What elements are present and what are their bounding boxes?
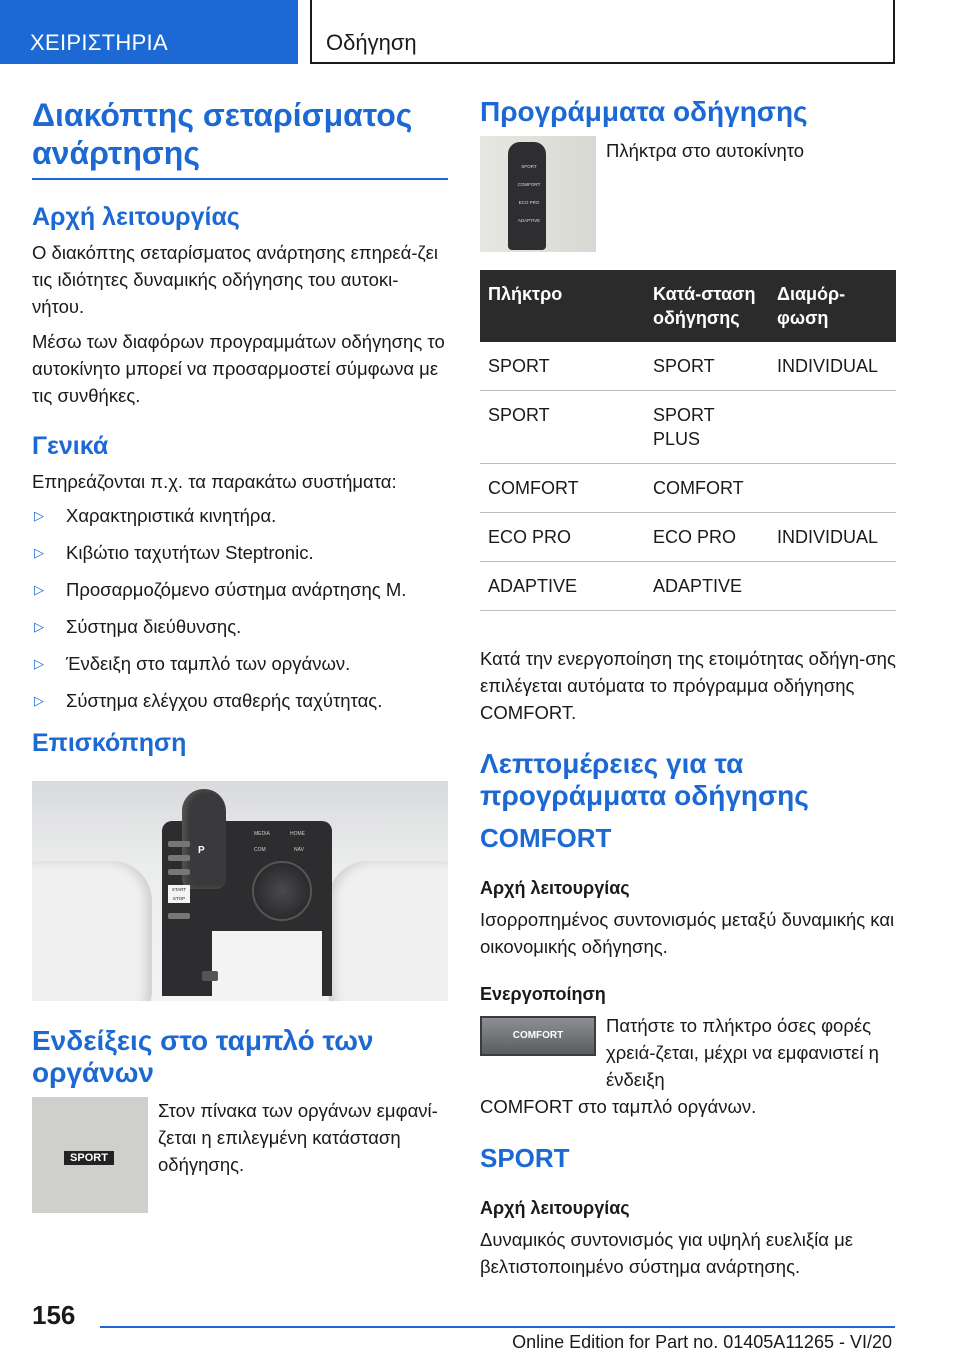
table-row [480, 391, 896, 464]
nav-label: NAV [294, 847, 304, 853]
triangle-bullet-icon: ▷ [34, 656, 44, 671]
table-cell: INDIVIDUAL [769, 513, 896, 562]
chapter-tab: Οδήγηση [310, 0, 895, 64]
activation-note: Κατά την ενεργοποίηση της ετοιμότητας οδήγη-σης επιλέγεται αυτόματα το πρόγραμμα οδήγησης COMFORT. [480, 648, 896, 723]
indications-heading: Ενδείξεις στο ταμπλό των οργάνων [32, 1025, 374, 1088]
programs-heading: Προγράμματα οδήγησης [480, 96, 808, 127]
details-heading: Λεπτομέρειες για τα προγράμματα οδήγησης [480, 748, 809, 811]
media-label: MEDIA [254, 831, 270, 837]
console-button [168, 913, 190, 919]
adaptive-button-label: ADAPTIVE [517, 218, 541, 223]
lever-p-label: P [198, 845, 205, 856]
overview-heading: Επισκόπηση [32, 729, 187, 757]
table-cell [769, 464, 896, 513]
triangle-bullet-icon: ▷ [34, 619, 44, 634]
sport-mode-badge: SPORT [64, 1151, 114, 1165]
list-item: ▷ Σύστημα ελέγχου σταθερής ταχύτητας. [32, 688, 448, 714]
table-cell: ADAPTIVE [645, 562, 769, 611]
triangle-bullet-icon: ▷ [34, 545, 44, 560]
instrument-cluster-image [32, 1097, 148, 1213]
left-seat [32, 861, 152, 1001]
table-row [480, 513, 896, 562]
table-cell: ADAPTIVE [480, 562, 645, 611]
button-strip [508, 142, 546, 250]
sport-principle-heading: Αρχή λειτουργίας [480, 1198, 630, 1218]
start-stop-button: START STOP [168, 885, 190, 903]
idrive-controller-knob [252, 861, 312, 921]
triangle-bullet-icon: ▷ [34, 693, 44, 708]
list-item: ▷ Χαρακτηριστικά κινητήρα. [32, 503, 448, 529]
principle-paragraph-1: Ο διακόπτης σεταρίσματος ανάρτησης επηρεά-ζει τις ιδιότητες δυναμικής οδήγησης του αυτοκι-νήτου. [32, 242, 439, 317]
footer-divider [100, 1326, 895, 1328]
driving-buttons-block [480, 136, 896, 256]
comfort-button-image: COMFORT [480, 1016, 596, 1056]
triangle-bullet-icon: ▷ [34, 508, 44, 523]
table-cell: SPORT [480, 342, 645, 391]
activation-text-continued: COMFORT στο ταμπλό οργάνων. [480, 1096, 757, 1117]
console-button [168, 841, 190, 847]
left-column [32, 96, 448, 1217]
systems-list [32, 503, 448, 714]
table-row [480, 562, 896, 611]
comfort-button-label: COMFORT [517, 182, 541, 187]
triangle-bullet-icon: ▷ [34, 582, 44, 597]
list-item: ▷ Προσαρμοζόμενο σύστημα ανάρτησης M. [32, 577, 448, 603]
page-title: Διακόπτης σεταρίσματος ανάρτησης [32, 96, 448, 180]
section-tab: ΧΕΙΡΙΣΤΗΡΙΑ [0, 0, 298, 64]
center-console-image [32, 781, 448, 1001]
table-row [480, 464, 896, 513]
com-label: COM [254, 847, 266, 853]
table-cell: INDIVIDUAL [769, 342, 896, 391]
general-heading: Γενικά [32, 432, 109, 460]
table-row [480, 342, 896, 391]
list-item: ▷ Ένδειξη στο ταμπλό των οργάνων. [32, 651, 448, 677]
indications-text: Στον πίνακα των οργάνων εμφανί-ζεται η επιλεγμένη κατάσταση οδήγησης. [158, 1100, 438, 1175]
eco-pro-button-label: ECO PRO [518, 200, 540, 205]
list-item: ▷ Σύστημα διεύθυνσης. [32, 614, 448, 640]
activation-heading: Ενεργοποίηση [480, 984, 606, 1004]
table-cell: ECO PRO [645, 513, 769, 562]
table-cell: SPORT PLUS [645, 391, 769, 464]
table-cell [769, 391, 896, 464]
list-item: ▷ Κιβώτιο ταχυτήτων Steptronic. [32, 540, 448, 566]
table-cell [769, 562, 896, 611]
table-cell: ECO PRO [480, 513, 645, 562]
right-column [480, 96, 896, 1288]
column-header: Διαμόρ-φωση [769, 270, 896, 342]
general-intro: Επηρεάζονται π.χ. τα παρακάτω συστήματα: [32, 471, 397, 492]
sport-button-label: SPORT [521, 164, 537, 169]
console-button [168, 869, 190, 875]
activation-text: Πατήστε το πλήκτρο όσες φορές χρειά-ζεται, μέχρι να εμφανιστεί η ένδειξη [606, 1015, 879, 1090]
driving-programs-table [480, 270, 896, 611]
indications-block [32, 1097, 448, 1217]
buttons-caption: Πλήκτρα στο αυτοκίνητο [606, 140, 805, 161]
table-cell: SPORT [480, 391, 645, 464]
table-cell: COMFORT [480, 464, 645, 513]
principle-paragraph-2: Μέσω των διαφόρων προγραμμάτων οδήγησης το αυτοκίνητο μπορεί να προσαρμοστεί σύμφωνα με τις συνθήκες. [32, 331, 445, 406]
table-cell: SPORT [645, 342, 769, 391]
principle-heading: Αρχή λειτουργίας [32, 203, 240, 231]
storage-tray [212, 931, 322, 1001]
console-button [168, 855, 190, 861]
comfort-principle-heading: Αρχή λειτουργίας [480, 878, 630, 898]
sport-heading: SPORT [480, 1143, 570, 1173]
column-header: Πλήκτρο [480, 270, 645, 342]
activation-block [480, 1012, 896, 1093]
table-cell: COMFORT [645, 464, 769, 513]
edition-text: Online Edition for Part no. 01405A11265 - VI/20 [512, 1332, 892, 1352]
comfort-heading: COMFORT [480, 823, 612, 853]
comfort-principle-text: Ισορροπημένος συντονισμός μεταξύ δυναμικής και οικονομικής οδήγησης. [480, 909, 895, 957]
sport-principle-text: Δυναμικός συντονισμός για υψηλή ευελιξία με βελτιστοποιημένο σύστημα ανάρτησης. [480, 1229, 854, 1277]
right-seat [328, 861, 448, 1001]
home-label: HOME [290, 831, 305, 837]
parking-brake-icon [202, 971, 218, 981]
driving-buttons-image [480, 136, 596, 252]
table-header-row [480, 270, 896, 342]
page-number: 156 [32, 1300, 76, 1330]
column-header: Κατά-σταση οδήγησης [645, 270, 769, 342]
